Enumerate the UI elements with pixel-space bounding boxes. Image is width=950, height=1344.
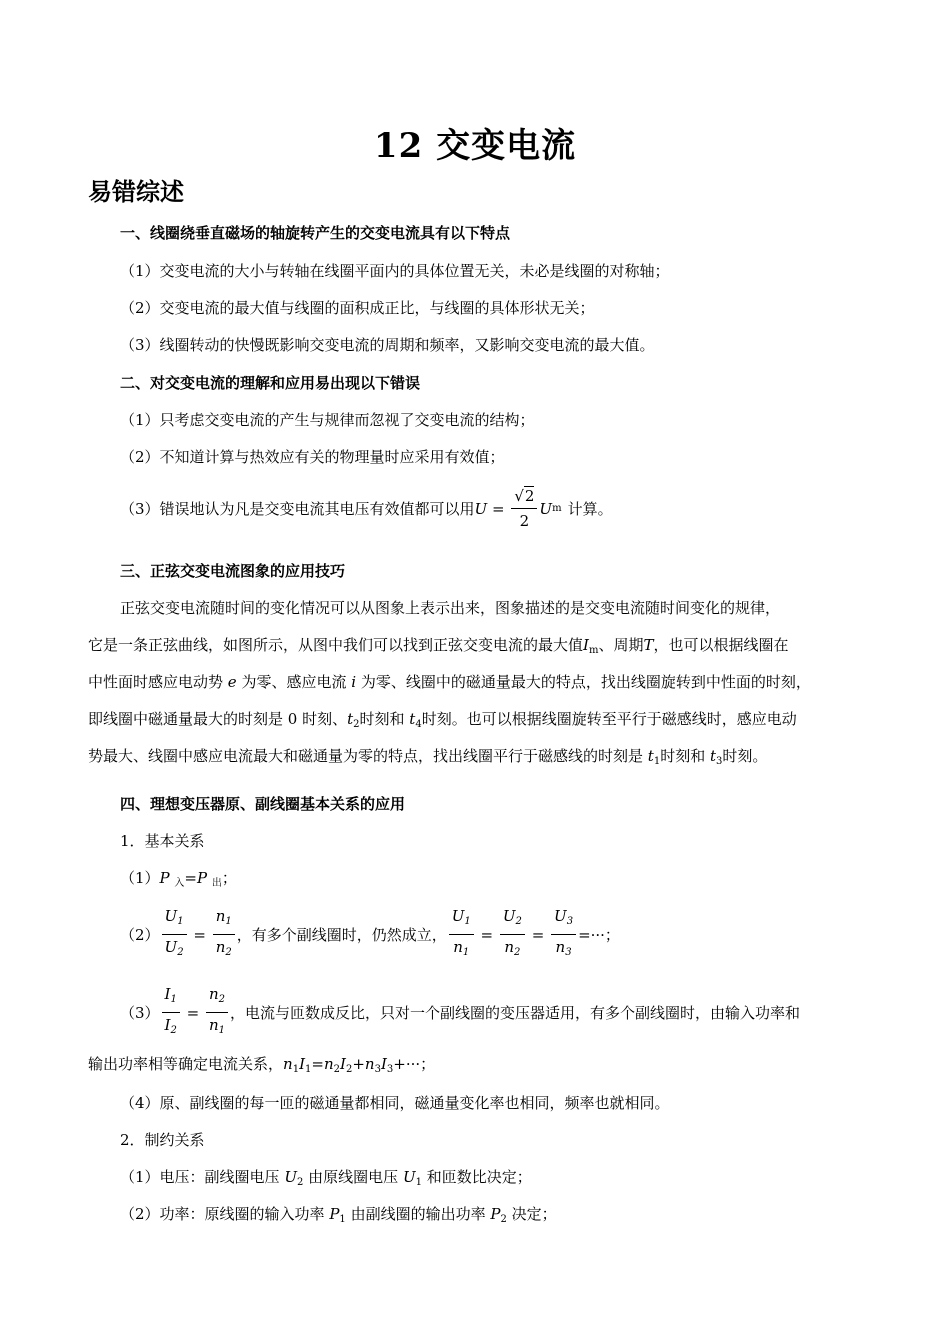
part2-item-2: （2）不知道计算与热效应有关的物理量时应采用有效值； — [120, 448, 505, 466]
part2-item-3-post: 计算。 — [567, 500, 613, 518]
part4-sub-1: 1．基本关系 — [120, 832, 205, 850]
part2-item-3-pre: （3）错误地认为凡是交变电流其电压有效值都可以用 — [120, 500, 475, 518]
part4-item-1: （1）P $_入$=P $_出$； — [120, 869, 237, 889]
constraint-power: （2）功率：原线圈的输入功率 $P_1$ 由副线圈的输出功率 $P_2$ 决定； — [120, 1205, 557, 1225]
part1-item-1: （1）交变电流的大小与转轴在线圈平面内的具体位置无关，未必是线圈的对称轴； — [120, 262, 670, 280]
part3-line-5: 势最大、线圈中感应电流最大和磁通量为零的特点，找出线圈平行于磁感线的时刻是 $t_1$时刻和 $t_3$时刻。 — [88, 747, 768, 767]
part3-line-1: 正弦交变电流随时间的变化情况可以从图象上表示出来，图象描述的是交变电流随时间变化的规律， — [120, 599, 781, 617]
page-title: 12 交变电流 — [373, 126, 577, 166]
part1-item-3: （3）线圈转动的快慢既影响交变电流的周期和频率，又影响交变电流的最大值。 — [120, 336, 655, 354]
constraint-voltage: （1）电压：副线圈电压 $U_2$ 由原线圈电压 $U_1$ 和匝数比决定； — [120, 1168, 532, 1188]
formula-rms: U = $\frac{√2}{2}$ U m — [474, 487, 562, 530]
section-heading: 易错综述 — [88, 177, 184, 206]
part4-sub-2: 2．制约关系 — [120, 1131, 205, 1149]
part2-heading: 二、对交变电流的理解和应用易出现以下错误 — [120, 374, 421, 392]
part3-line-2: 它是一条正弦曲线，如图所示，从图中我们可以找到正弦交变电流的最大值$I_m$、周期T，也可以根据线圈在 — [88, 636, 789, 656]
part4-item-4: （4）原、副线圈的每一匝的磁通量都相同，磁通量变化率也相同，频率也就相同。 — [120, 1094, 670, 1112]
part4-item-3-line-2: 输出功率相等确定电流关系，$n_1I_1=n_2I_2+n_3I_3+\cdot\cdot\cdot$； — [88, 1055, 436, 1075]
part3-heading: 三、正弦交变电流图象的应用技巧 — [120, 562, 346, 580]
part1-heading: 一、线圈绕垂直磁场的轴旋转产生的交变电流具有以下特点 — [120, 224, 511, 242]
part3-line-4: 即线圈中磁通量最大的时刻是 0 时刻、$t_2$时刻和 $t_4$时刻。也可以根据线圈旋转至平行于磁感线时，感应电动 — [88, 710, 797, 730]
part4-item-3: （3） $\frac{I_1}{I_2}$ = $\frac{n_2}{n_1}$ ，电流与匝数成反比，只对一个副线圈的变压器适用，有多个副线圈时，由输入功率和 — [120, 985, 801, 1036]
part2-item-1: （1）只考虑交变电流的产生与规律而忽视了交变电流的结构； — [120, 411, 535, 429]
part4-heading: 四、理想变压器原、副线圈基本关系的应用 — [120, 795, 406, 813]
part2-item-3 — [120, 486, 613, 531]
part1-item-2: （2）交变电流的最大值与线圈的面积成正比，与线圈的具体形状无关； — [120, 299, 595, 317]
part3-line-3: 中性面时感应电动势 e 为零、感应电流 i 为零、线圈中的磁通量最大的特点，找出线圈旋转到中性面的时刻， — [88, 673, 811, 691]
part4-item-2: （2） $\frac{U_1}{U_2}$ = $\frac{n_1}{n_2}$ ，有多个副线圈时，仍然成立， $\frac{U_1}{n_1}$ = $\frac{U_2}{n_2}$ = $\frac{U_3}{n_3}$ =···； — [120, 907, 620, 958]
